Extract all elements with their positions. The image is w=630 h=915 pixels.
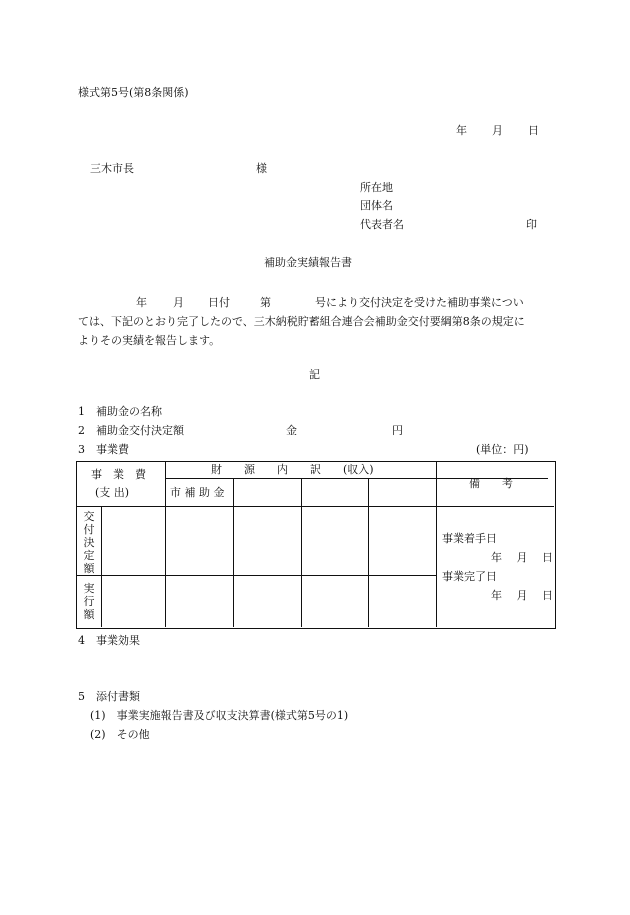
item-2-kin: 金	[286, 424, 297, 437]
form-number: 様式第5号(第8条関係)	[78, 86, 189, 99]
item-4-label: 事業効果	[96, 634, 140, 647]
addressee-honorific: 様	[256, 162, 267, 175]
document-title: 補助金実績報告書	[264, 256, 352, 269]
item-2-number: 2	[78, 424, 85, 437]
remarks-end-date: 年 月 日	[491, 589, 553, 602]
body-text-3: よりその実績を報告します。	[78, 334, 221, 347]
table-vline-1	[165, 462, 166, 627]
item-5-sub-2: (2) その他	[90, 728, 150, 741]
table-vline-5	[368, 478, 369, 627]
remarks-end-label: 事業完了日	[442, 570, 497, 583]
addressee-mayor: 三木市長	[90, 162, 134, 175]
table-vline-2	[436, 462, 437, 627]
body-no-prefix: 第	[260, 296, 271, 309]
item-3-unit: (単位：円)	[476, 443, 529, 456]
item-5-sub-1: (1) 事業実施報告書及び収支決算書(様式第5号の1)	[90, 709, 349, 722]
row-label-jikko: 実行額	[83, 582, 95, 621]
table-hline-3	[77, 575, 436, 576]
row-label-kofu-kettei: 交付決定額	[83, 510, 95, 575]
address-label: 所在地	[360, 181, 393, 194]
body-text-1: 号により交付決定を受けた補助事業につい	[315, 296, 524, 309]
body-text-2: ては、下記のとおり完了したので、三木納税貯蓄組合連合会補助金交付要綱第8条の規定に	[78, 315, 525, 328]
header-jigyohi: 事 業 費	[91, 468, 146, 481]
body-day: 日付	[208, 296, 230, 309]
header-city-subsidy: 市 補 助 金	[170, 486, 225, 499]
header-biko: 備 考	[469, 477, 513, 490]
date-month-label: 月	[492, 124, 503, 137]
budget-table	[76, 461, 556, 629]
body-year: 年	[136, 296, 147, 309]
item-5-label: 添付書類	[96, 690, 140, 703]
remarks-start-date: 年 月 日	[491, 551, 553, 564]
representative-label: 代表者名	[360, 218, 404, 231]
item-5-number: 5	[78, 690, 85, 703]
item-3-label: 事業費	[96, 443, 129, 456]
table-hline-2	[77, 506, 554, 507]
seal-mark: 印	[526, 218, 537, 231]
item-3-number: 3	[78, 443, 85, 456]
ki-heading: 記	[309, 368, 320, 381]
body-paragraph	[78, 293, 558, 350]
header-zaigen-uchiwake: 財 源 内 訳 (収入)	[211, 463, 374, 476]
table-vline-4	[301, 478, 302, 627]
item-2-yen: 円	[392, 424, 403, 437]
org-name-label: 団体名	[360, 199, 393, 212]
table-vline-3	[233, 478, 234, 627]
header-shishutsu: (支 出)	[95, 486, 130, 499]
date-day-label: 日	[528, 124, 539, 137]
item-1-label: 補助金の名称	[96, 405, 162, 418]
item-4-number: 4	[78, 634, 85, 647]
item-2-label: 補助金交付決定額	[96, 424, 184, 437]
date-year-label: 年	[456, 124, 467, 137]
remarks-start-label: 事業着手日	[442, 532, 497, 545]
table-vline-6	[101, 506, 102, 627]
item-1-number: 1	[78, 405, 85, 418]
body-month: 月	[173, 296, 184, 309]
